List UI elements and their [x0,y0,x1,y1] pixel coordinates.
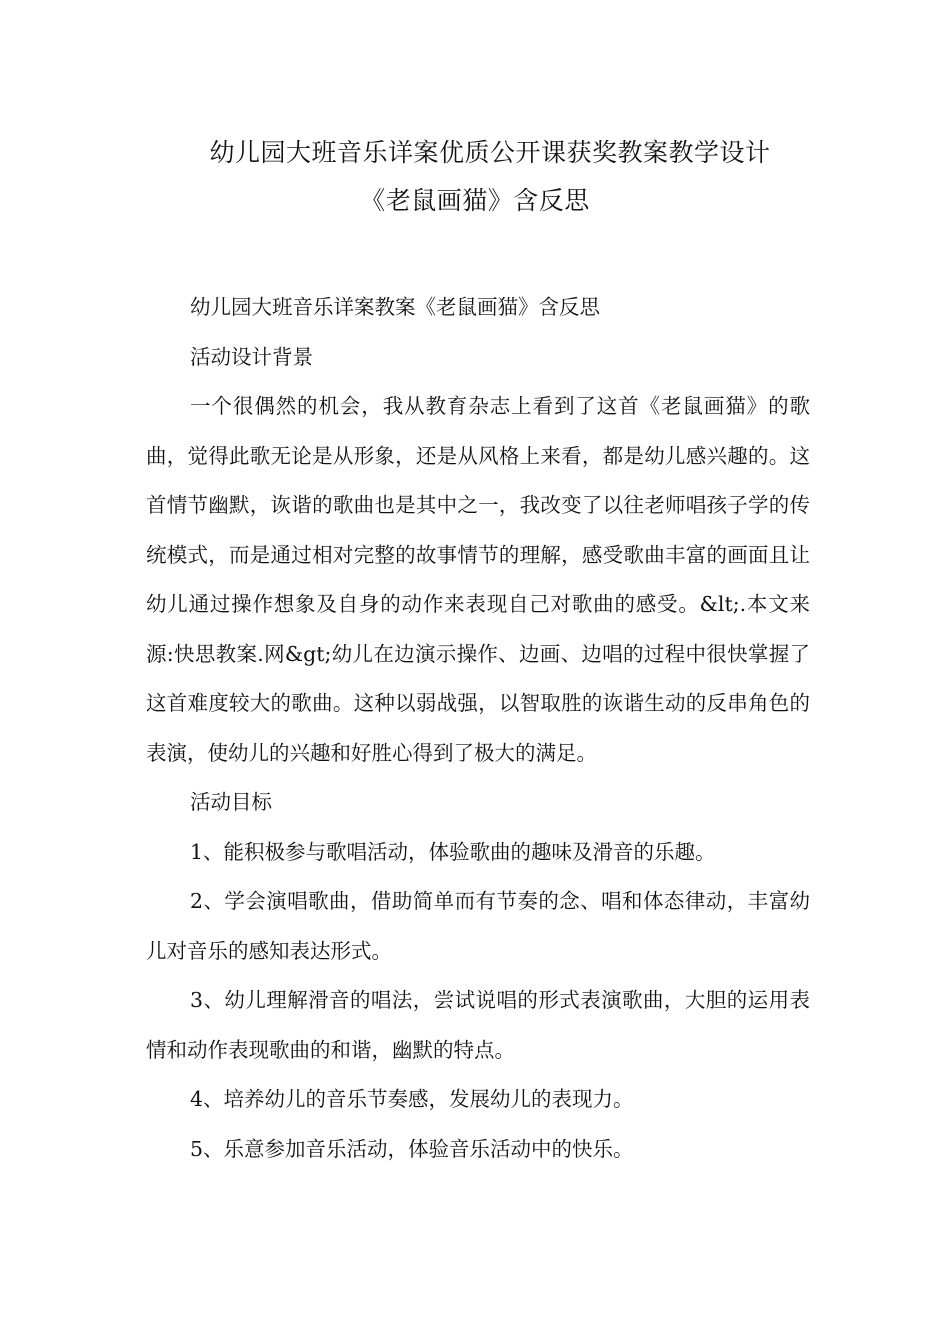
subtitle-paragraph: 幼儿园大班音乐详案教案《老鼠画猫》含反思 [190,295,600,319]
section-heading-goals: 活动目标 [190,790,272,814]
goal-item-5: 5、乐意参加音乐活动，体验音乐活动中的快乐。 [190,1136,634,1161]
goal-item-4: 4、培养幼儿的音乐节奏感，发展幼儿的表现力。 [190,1087,634,1111]
document-body [146,283,810,1174]
document-title-line-1: 幼儿园大班音乐详案优质公开课获奖教案教学设计 [209,138,771,167]
background-paragraph: 一个很偶然的机会，我从教育杂志上看到了这首《老鼠画猫》的歌曲，觉得此歌无论是从形象，还是从风格上来看，都是幼儿感兴趣的。这首情节幽默，诙谐的歌曲也是其中之一，我改变了以往老师唱孩子学的传统模式，而是通过相对完整的故事情节的理解，感受歌曲丰富的画面且让幼儿通过操作想象及自身的动作来表现自己对歌曲的感受。&lt;.本文来源:快思教案.网&gt;幼儿在边演示操作、边画、边唱的过程中很快掌握了这首难度较大的歌曲。这种以弱战强，以智取胜的诙谐生动的反串角色的表演，使幼儿的兴趣和好胜心得到了极大的满足。 [146,394,810,765]
document-title-line-2: 《老鼠画猫》含反思 [360,186,590,215]
goal-item-3: 3、幼儿理解滑音的唱法，尝试说唱的形式表演歌曲，大胆的运用表情和动作表现歌曲的和谐，幽默的特点。 [146,988,810,1062]
section-heading-background: 活动设计背景 [190,344,313,369]
goal-item-2: 2、学会演唱歌曲，借助简单而有节奏的念、唱和体态律动，丰富幼儿对音乐的感知表达形式。 [146,889,810,963]
goal-item-1: 1、能积极参与歌唱活动，体验歌曲的趣味及滑音的乐趣。 [190,839,716,864]
